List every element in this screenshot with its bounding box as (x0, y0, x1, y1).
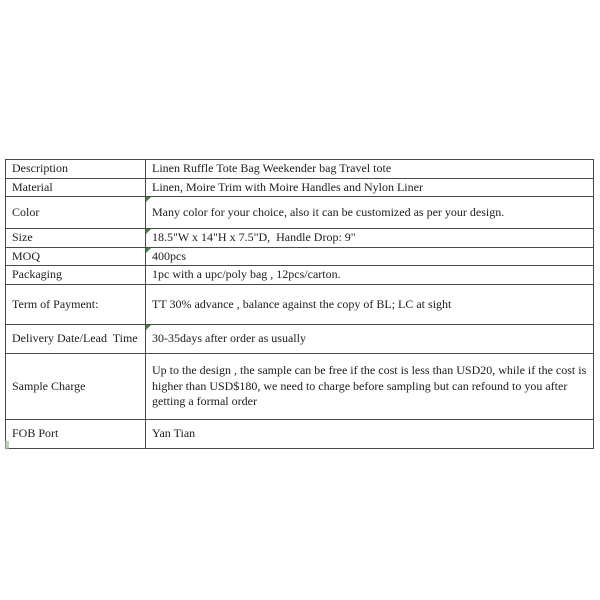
table-row-material (6, 178, 594, 197)
excel-fill-handle-mark (5, 441, 9, 449)
row-value: 18.5"W x 14"H x 7.5"D, Handle Drop: 9" (146, 229, 594, 248)
row-label: FOB Port (6, 419, 146, 448)
row-label: Color (6, 197, 146, 229)
row-label: Description (6, 160, 146, 179)
row-value: Linen, Moire Trim with Moire Handles and Nylon Liner (146, 178, 594, 197)
row-value: Up to the design , the sample can be free if the cost is less than USD20, while if the cost is higher than USD$180, we need to charge before sampling but can refound to you after getting a formal order (146, 353, 594, 419)
table-row-size (6, 229, 594, 248)
product-spec-table (5, 159, 594, 449)
table-row-delivery-date (6, 324, 594, 353)
row-label: Sample Charge (6, 353, 146, 419)
row-value: Many color for your choice, also it can be customized as per your design. (146, 197, 594, 229)
row-label: Packaging (6, 266, 146, 285)
row-value: 1pc with a upc/poly bag , 12pcs/carton. (146, 266, 594, 285)
table-row-fob-port (6, 419, 594, 448)
row-value: 30-35days after order as usually (146, 324, 594, 353)
row-label: MOQ (6, 247, 146, 266)
table-row-term-of-payment (6, 284, 594, 324)
row-label: Material (6, 178, 146, 197)
table-row-packaging (6, 266, 594, 285)
row-value: TT 30% advance , balance against the copy of BL; LC at sight (146, 284, 594, 324)
row-label: Delivery Date/Lead Time (6, 324, 146, 353)
row-value: 400pcs (146, 247, 594, 266)
table-row-sample-charge (6, 353, 594, 419)
table-row-description (6, 160, 594, 179)
row-value: Yan Tian (146, 419, 594, 448)
table-row-color (6, 197, 594, 229)
row-label: Size (6, 229, 146, 248)
row-label: Term of Payment: (6, 284, 146, 324)
table-row-moq (6, 247, 594, 266)
row-value: Linen Ruffle Tote Bag Weekender bag Travel tote (146, 160, 594, 179)
